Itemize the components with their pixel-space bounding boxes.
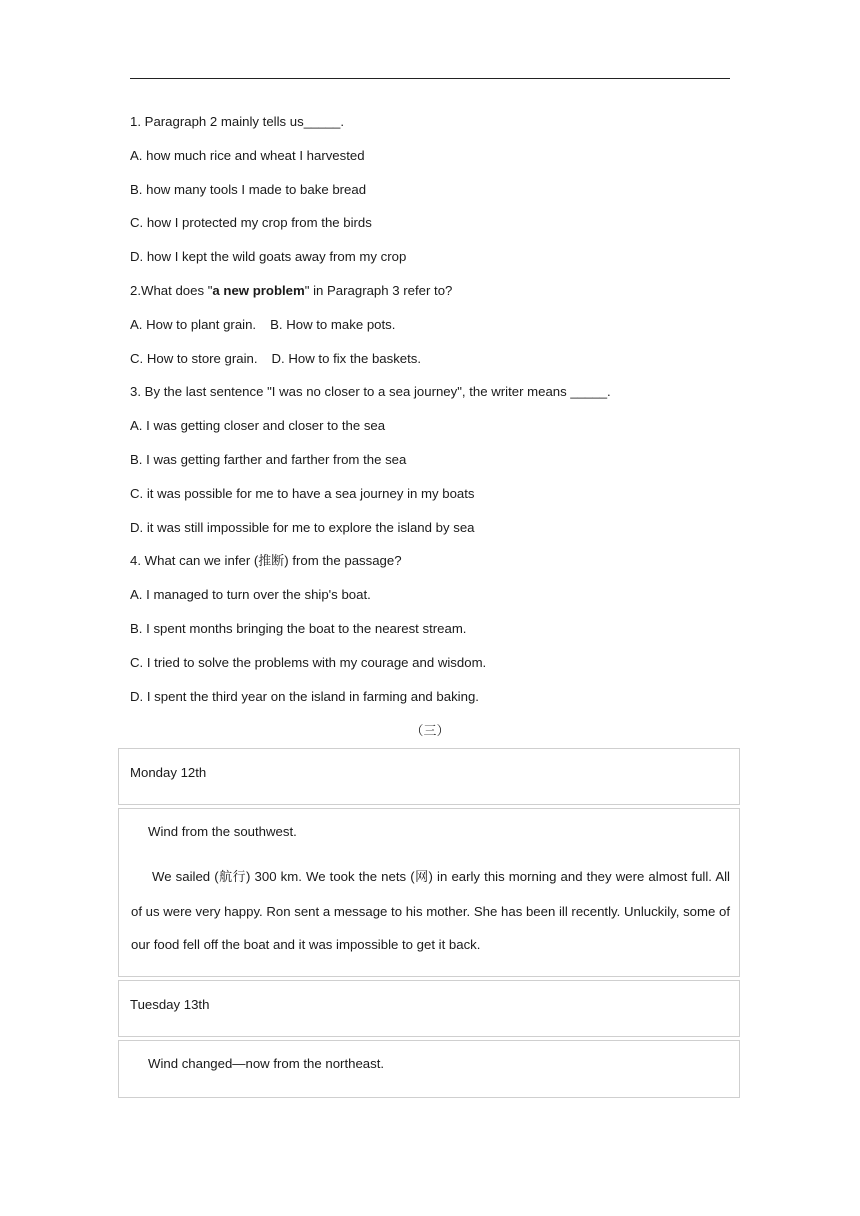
question-2-stem-end: " in Paragraph 3 refer to?	[304, 283, 453, 298]
diary-day1-title: Monday 12th	[130, 765, 207, 780]
question-2-stem	[130, 282, 452, 300]
diary-day1-text-c: ) in early this morning and they were almost full. All of us were very happy. Ron sent a message to his mother. She has been ill recently. Unluckily, some of our food fell off the boat and it was impossible to get it back.	[131, 869, 730, 953]
question-1-option-d: D. how I kept the wild goats away from my crop	[130, 249, 407, 264]
question-1-option-c: C. how I protected my crop from the birds	[130, 215, 372, 230]
question-2-option-d: D. How to fix the baskets.	[271, 351, 422, 366]
question-3-option-a: A. I was getting closer and closer to the sea	[130, 418, 386, 433]
diary-day1-text-a: We sailed (	[152, 869, 219, 884]
question-3-stem: 3. By the last sentence "I was no closer to a sea journey", the writer means _____.	[130, 384, 611, 399]
question-4-stem	[130, 552, 402, 571]
diary-day1-text-b: ) 300 km. We took the nets (	[246, 869, 415, 884]
question-1-option-a: A. how much rice and wheat I harvested	[130, 148, 365, 163]
header-rule	[130, 78, 730, 79]
diary-day2-title: Tuesday 13th	[130, 997, 210, 1012]
diary-day1-cell	[118, 748, 740, 805]
question-2-option-c: C. How to store grain.	[130, 351, 258, 366]
question-1-stem: 1. Paragraph 2 mainly tells us_____.	[130, 114, 345, 129]
diary-day2-wind: Wind changed—now from the northeast.	[148, 1056, 385, 1071]
diary-day1-entry-cell	[118, 808, 740, 977]
question-4-stem-start: 4. What can we infer (	[130, 553, 259, 568]
question-4-option-d: D. I spent the third year on the island in farming and baking.	[130, 689, 479, 704]
diary-day2-cell	[118, 980, 740, 1037]
diary-day1-paragraph	[131, 860, 730, 962]
question-1-option-b: B. how many tools I made to bake bread	[130, 182, 367, 197]
question-3-option-d: D. it was still impossible for me to explore the island by sea	[130, 520, 475, 535]
question-2-option-a: A. How to plant grain.	[130, 317, 257, 332]
question-2-options-row-1	[130, 316, 395, 334]
question-2-stem-start: 2.What does "	[130, 283, 213, 298]
section-heading: （三）	[410, 724, 450, 739]
question-2-stem-bold: a new problem	[212, 283, 305, 298]
question-2-option-b: B. How to make pots.	[270, 317, 396, 332]
question-4-option-a: A. I managed to turn over the ship's boat.	[130, 587, 371, 602]
question-4-stem-chinese: 推断	[258, 554, 285, 569]
diary-day1-wind: Wind from the southwest.	[148, 824, 297, 839]
question-4-option-c: C. I tried to solve the problems with my courage and wisdom.	[130, 655, 487, 670]
question-2-options-row-2	[130, 350, 421, 368]
diary-day1-chinese-net: 网	[414, 870, 429, 885]
diary-day1-chinese-sail: 航行	[218, 870, 247, 885]
question-3-option-b: B. I was getting farther and farther from the sea	[130, 452, 407, 467]
question-4-option-b: B. I spent months bringing the boat to the nearest stream.	[130, 621, 467, 636]
question-4-stem-end: ) from the passage?	[284, 553, 402, 568]
diary-day2-entry-cell	[118, 1040, 740, 1098]
question-3-option-c: C. it was possible for me to have a sea journey in my boats	[130, 486, 475, 501]
